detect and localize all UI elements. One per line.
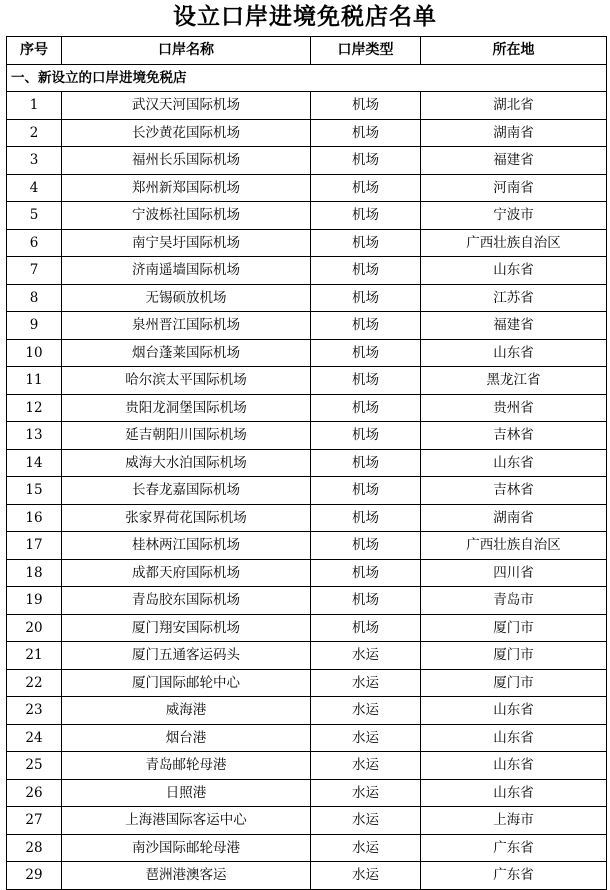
cell-location: 山东省 [421,724,607,752]
table-row [7,92,607,120]
table-row [7,834,607,862]
cell-location: 厦门市 [421,669,607,697]
cell-port-type: 水运 [311,807,421,835]
cell-port-type: 机场 [311,284,421,312]
cell-location: 广东省 [421,834,607,862]
table-row [7,147,607,175]
cell-port-name: 威海港 [62,697,311,725]
table-row [7,559,607,587]
cell-port-type: 水运 [311,862,421,890]
table-row [7,807,607,835]
cell-port-name: 哈尔滨太平国际机场 [62,367,311,395]
cell-location: 广东省 [421,862,607,890]
cell-location: 厦门市 [421,614,607,642]
cell-location: 山东省 [421,339,607,367]
cell-index: 12 [7,394,62,422]
cell-location: 河南省 [421,174,607,202]
cell-port-type: 机场 [311,202,421,230]
cell-port-name: 武汉天河国际机场 [62,92,311,120]
cell-port-name: 厦门五通客运码头 [62,642,311,670]
header-location: 所在地 [421,37,607,65]
cell-location: 山东省 [421,257,607,285]
cell-port-name: 青岛胶东国际机场 [62,587,311,615]
cell-port-type: 机场 [311,92,421,120]
table-row [7,614,607,642]
cell-port-type: 机场 [311,147,421,175]
table-row [7,449,607,477]
cell-port-type: 机场 [311,119,421,147]
cell-port-name: 烟台港 [62,724,311,752]
table-row [7,367,607,395]
cell-port-type: 机场 [311,614,421,642]
cell-index: 4 [7,174,62,202]
cell-location: 广西壮族自治区 [421,229,607,257]
cell-index: 6 [7,229,62,257]
cell-location: 福建省 [421,147,607,175]
cell-port-name: 南宁吴圩国际机场 [62,229,311,257]
cell-port-name: 贵阳龙洞堡国际机场 [62,394,311,422]
cell-index: 19 [7,587,62,615]
cell-index: 5 [7,202,62,230]
cell-port-type: 机场 [311,339,421,367]
cell-port-name: 南沙国际邮轮母港 [62,834,311,862]
cell-index: 13 [7,422,62,450]
cell-port-type: 机场 [311,174,421,202]
cell-location: 宁波市 [421,202,607,230]
section-label: 一、新设立的口岸进境免税店 [7,64,607,92]
table-row [7,339,607,367]
cell-index: 29 [7,862,62,890]
cell-index: 28 [7,834,62,862]
cell-location: 山东省 [421,449,607,477]
table-row [7,174,607,202]
cell-location: 江苏省 [421,284,607,312]
cell-port-name: 上海港国际客运中心 [62,807,311,835]
cell-index: 2 [7,119,62,147]
cell-index: 22 [7,669,62,697]
cell-location: 青岛市 [421,587,607,615]
cell-port-name: 威海大水泊国际机场 [62,449,311,477]
table-row [7,504,607,532]
cell-port-type: 机场 [311,229,421,257]
cell-port-type: 水运 [311,669,421,697]
cell-port-name: 宁波栎社国际机场 [62,202,311,230]
cell-index: 15 [7,477,62,505]
cell-port-name: 无锡硕放机场 [62,284,311,312]
table-row [7,862,607,890]
cell-port-name: 泉州晋江国际机场 [62,312,311,340]
table-row [7,477,607,505]
cell-port-name: 济南遥墙国际机场 [62,257,311,285]
cell-port-type: 机场 [311,257,421,285]
cell-index: 27 [7,807,62,835]
cell-index: 1 [7,92,62,120]
document-title: 设立口岸进境免税店名单 [173,3,437,30]
cell-index: 11 [7,367,62,395]
header-index: 序号 [7,37,62,65]
cell-index: 7 [7,257,62,285]
cell-index: 25 [7,752,62,780]
cell-location: 吉林省 [421,477,607,505]
cell-location: 吉林省 [421,422,607,450]
table-row [7,284,607,312]
cell-index: 21 [7,642,62,670]
cell-port-type: 水运 [311,752,421,780]
cell-port-type: 水运 [311,642,421,670]
cell-location: 四川省 [421,559,607,587]
cell-port-name: 琶洲港澳客运 [62,862,311,890]
cell-location: 山东省 [421,779,607,807]
cell-location: 贵州省 [421,394,607,422]
table-row [7,642,607,670]
table-row [7,779,607,807]
table-row [7,587,607,615]
cell-port-type: 机场 [311,559,421,587]
table-row [7,532,607,560]
table-row [7,257,607,285]
cell-port-name: 厦门国际邮轮中心 [62,669,311,697]
cell-index: 17 [7,532,62,560]
cell-port-name: 福州长乐国际机场 [62,147,311,175]
cell-port-name: 桂林两江国际机场 [62,532,311,560]
cell-port-name: 日照港 [62,779,311,807]
cell-index: 16 [7,504,62,532]
cell-port-type: 机场 [311,422,421,450]
cell-port-type: 机场 [311,504,421,532]
header-port-name: 口岸名称 [62,37,311,65]
cell-location: 湖北省 [421,92,607,120]
cell-port-type: 机场 [311,532,421,560]
table-row [7,229,607,257]
cell-port-name: 厦门翔安国际机场 [62,614,311,642]
cell-index: 26 [7,779,62,807]
cell-location: 湖南省 [421,504,607,532]
cell-port-name: 长沙黄花国际机场 [62,119,311,147]
table-row [7,422,607,450]
table-row [7,669,607,697]
table-row [7,394,607,422]
cell-index: 9 [7,312,62,340]
cell-index: 14 [7,449,62,477]
cell-port-name: 烟台蓬莱国际机场 [62,339,311,367]
section-row [7,64,607,92]
cell-port-type: 机场 [311,367,421,395]
cell-location: 湖南省 [421,119,607,147]
cell-location: 广西壮族自治区 [421,532,607,560]
cell-port-type: 水运 [311,834,421,862]
table-row [7,119,607,147]
table-header-row [7,37,607,65]
cell-index: 3 [7,147,62,175]
cell-port-name: 长春龙嘉国际机场 [62,477,311,505]
cell-index: 18 [7,559,62,587]
cell-port-type: 机场 [311,449,421,477]
cell-location: 福建省 [421,312,607,340]
cell-port-name: 张家界荷花国际机场 [62,504,311,532]
cell-location: 山东省 [421,752,607,780]
cell-location: 黑龙江省 [421,367,607,395]
table-row [7,724,607,752]
cell-location: 上海市 [421,807,607,835]
cell-index: 20 [7,614,62,642]
cell-location: 厦门市 [421,642,607,670]
table-row [7,202,607,230]
cell-index: 10 [7,339,62,367]
cell-port-type: 机场 [311,587,421,615]
header-port-type: 口岸类型 [311,37,421,65]
cell-port-name: 郑州新郑国际机场 [62,174,311,202]
cell-index: 24 [7,724,62,752]
table-row [7,752,607,780]
cell-port-type: 机场 [311,394,421,422]
table-row [7,312,607,340]
cell-port-type: 水运 [311,779,421,807]
cell-index: 8 [7,284,62,312]
cell-port-name: 成都天府国际机场 [62,559,311,587]
cell-port-type: 机场 [311,477,421,505]
cell-port-name: 延吉朝阳川国际机场 [62,422,311,450]
cell-port-type: 水运 [311,724,421,752]
table-row [7,697,607,725]
cell-location: 山东省 [421,697,607,725]
cell-port-type: 机场 [311,312,421,340]
duty-free-shop-table [6,36,607,890]
cell-index: 23 [7,697,62,725]
cell-port-type: 水运 [311,697,421,725]
cell-port-name: 青岛邮轮母港 [62,752,311,780]
